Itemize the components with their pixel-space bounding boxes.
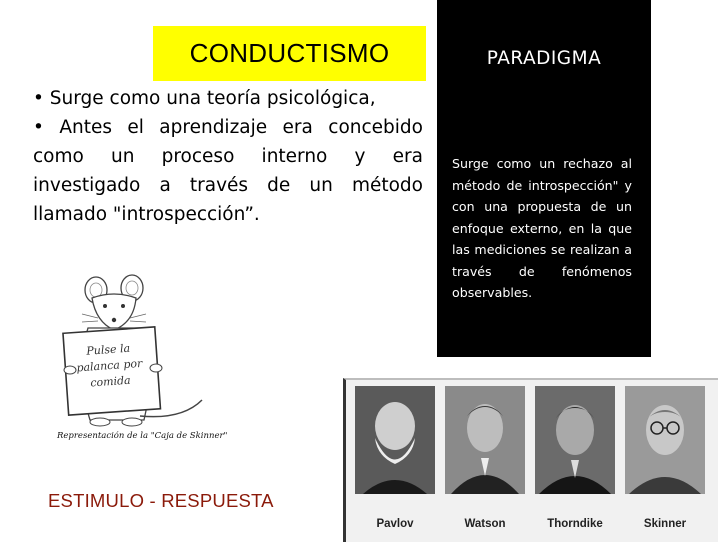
paradigm-heading: PARADIGMA [486,48,602,69]
portrait-watson [445,386,525,494]
stimulus-response-label: ESTIMULO - RESPUESTA [48,490,274,511]
sign-line-3: comida [89,373,132,390]
portrait-skinner [625,386,705,494]
rat-illustration [52,270,252,450]
portraits-strip [343,378,718,542]
portrait-label-thorndike: Thorndike [547,518,603,530]
page-title: CONDUCTISMO [189,38,390,68]
paradigm-body: Surge como un rechazo al método de introspección" y con una propuesta de un enfoque externo, en la que las mediciones se realizan a través de fenómenos observables. [452,156,632,300]
bullet-item: • Surge como una teoría psicológica, [33,88,376,109]
bullet-item: • Antes el aprendizaje era concebido como un proceso interno y era investigado a través de un método llamado "introspección”. [33,117,423,225]
sign-line-1: Pulse la [85,341,131,358]
portrait-label-pavlov: Pavlov [376,518,414,530]
title-box [153,26,426,81]
sign-line-2: palanca por [76,356,143,375]
portrait-label-watson: Watson [464,518,506,530]
portrait-thorndike [535,386,615,494]
bullet-list [33,84,423,229]
portrait-pavlov [355,386,435,494]
portrait-label-skinner: Skinner [643,518,687,530]
illustration-caption: Representación de la "Caja de Skinner" [57,431,228,441]
paradigm-panel [437,0,651,357]
